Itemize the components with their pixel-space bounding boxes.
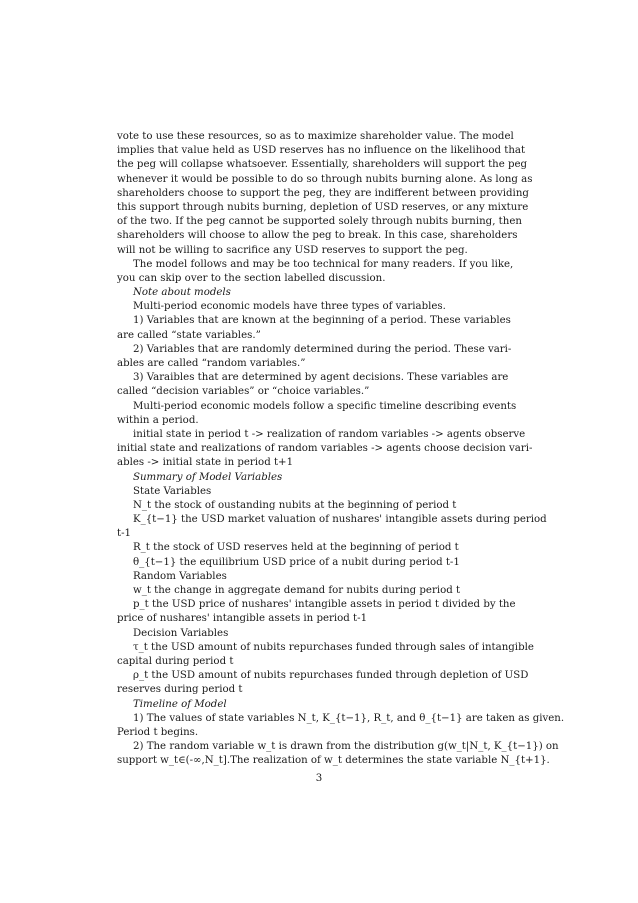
text-line: called “decision variables” or “choice variables.” [117, 386, 370, 398]
text-line: R_t the stock of USD reserves held at the beginning of period t [133, 542, 459, 554]
text-line: State Variables [133, 485, 212, 497]
text-line: 3) Varaibles that are determined by agent decisions. These variables are [133, 372, 509, 384]
page-number: 3 [315, 773, 323, 784]
text-line: capital during period t [117, 655, 234, 667]
text-line: of the two. If the peg cannot be supported solely through nubits burning, then [117, 216, 522, 228]
text-line: 1) The values of state variables N_t, K_{t−1}, R_t, and θ_{t−1} are taken as given. [133, 712, 565, 724]
text-line: ables are called “random variables.” [117, 358, 306, 369]
text-line: t-1 [117, 528, 132, 540]
text-line: initial state and realizations of random variables -> agents choose decision vari- [117, 443, 533, 455]
text-line: θ_{t−1} the equilibrium USD price of a nubit during period t-1 [133, 556, 460, 568]
text-line: shareholders choose to support the peg, they are indifferent between providing [117, 187, 529, 199]
text-line: 2) Variables that are randomly determined during the period. These vari- [133, 343, 512, 355]
text-line: The model follows and may be too technical for many readers. If you like, [133, 258, 514, 270]
text-line: reserves during period t [117, 684, 243, 696]
text-line: support w_t∈(-∞,N_t].The realization of w_t determines the state variable N_{t+1}. [117, 755, 550, 767]
text-line: the peg will collapse whatsoever. Essentially, shareholders will support the peg [117, 159, 528, 171]
text-line: Random Variables [133, 570, 227, 582]
text-line: K_{t−1} the USD market valuation of nushares' intangible assets during period [133, 514, 547, 526]
text-line: this support through nubits burning, depletion of USD reserves, or any mixture [117, 201, 529, 213]
text-line: initial state in period t -> realization of random variables -> agents observe [133, 428, 526, 440]
text-line: within a period. [117, 414, 199, 426]
text-line: 2) The random variable w_t is drawn from the distribution g(w_t|N_t, K_{t−1}) on [133, 741, 559, 753]
text-line: τ_t the USD amount of nubits repurchases funded through sales of intangible [133, 641, 534, 653]
text-line: implies that value held as USD reserves has no influence on the likelihood that [117, 145, 526, 157]
text-line: Period t begins. [117, 726, 199, 738]
text-line: 1) Variables that are known at the beginning of a period. These variables [133, 315, 511, 327]
page-body [117, 130, 565, 768]
text-line: are called “state variables.” [117, 329, 261, 341]
section-heading: Summary of Model Variables [133, 471, 283, 483]
text-line: w_t the change in aggregate demand for nubits during period t [133, 585, 461, 596]
text-line: whenever it would be possible to do so through nubits burning alone. As long as [117, 173, 533, 185]
text-line: you can skip over to the section labelled discussion. [117, 272, 386, 284]
section-heading: Note about models [133, 287, 231, 299]
text-line: Multi-period economic models have three types of variables. [133, 301, 446, 313]
section-heading: Timeline of Model [133, 698, 227, 710]
text-line: price of nushares' intangible assets in period t-1 [117, 613, 368, 625]
text-line: vote to use these resources, so as to maximize shareholder value. The model [117, 131, 514, 142]
text-line: shareholders will choose to allow the peg to break. In this case, shareholders [117, 230, 518, 242]
text-line: Multi-period economic models follow a specific timeline describing events [133, 400, 517, 412]
text-line: will not be willing to sacrifice any USD reserves to support the peg. [117, 244, 468, 256]
text-line: N_t the stock of oustanding nubits at the beginning of period t [133, 499, 457, 511]
text-line: p_t the USD price of nushares' intangible assets in period t divided by the [133, 599, 516, 611]
text-line: ables -> initial state in period t+1 [117, 457, 294, 469]
text-line: ρ_t the USD amount of nubits repurchases funded through depletion of USD [133, 670, 529, 682]
text-line: Decision Variables [133, 627, 229, 639]
